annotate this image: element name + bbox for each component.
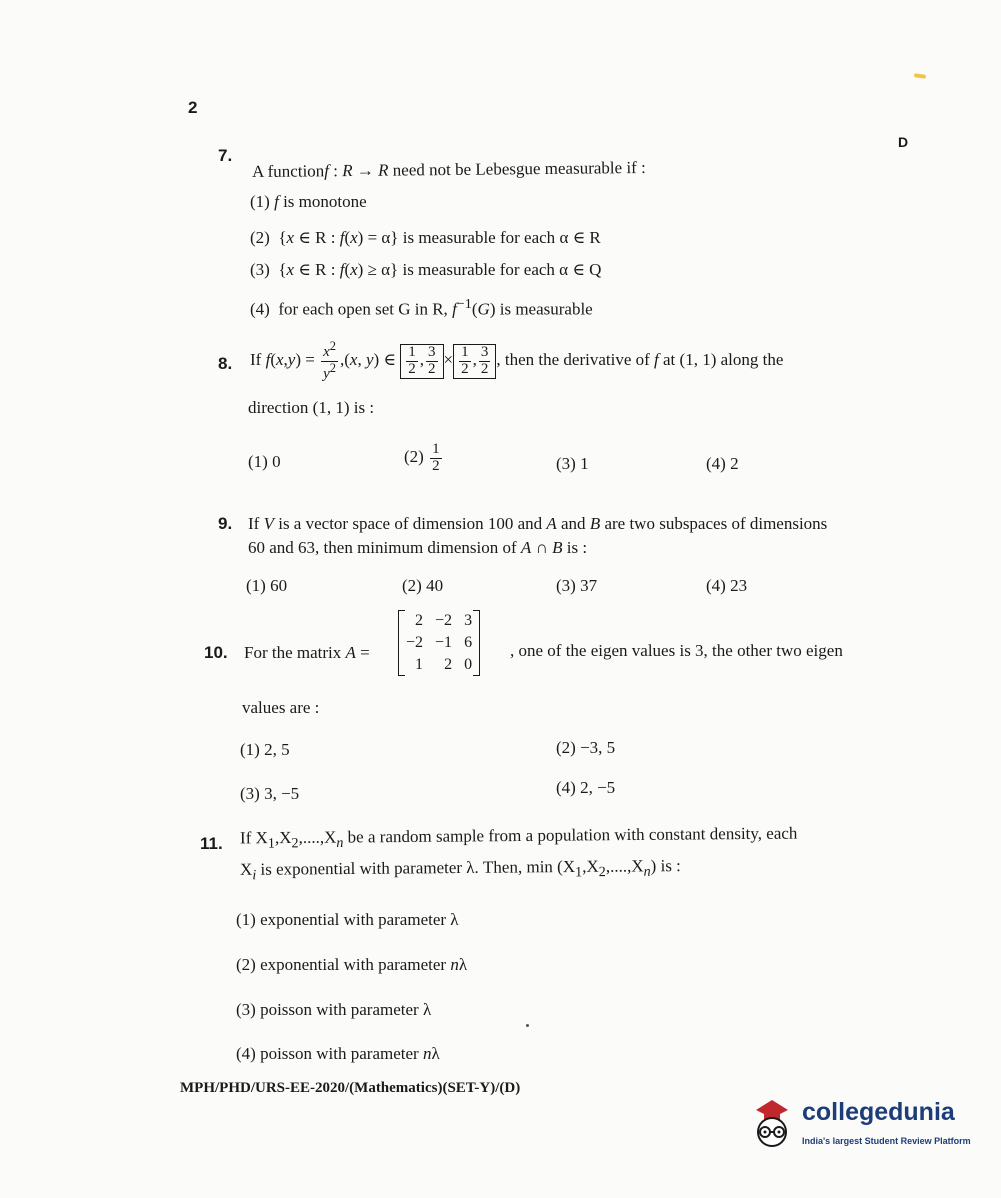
- matrix-cell: 2: [444, 656, 453, 673]
- option-3[interactable]: (3) {x ∈ R : f(x) ≥ α} is measurable for each α ∈ Q: [250, 260, 602, 279]
- matrix-cell: −1: [435, 634, 453, 651]
- matrix-cell: 3: [464, 612, 473, 629]
- collegedunia-logo[interactable]: [742, 1094, 972, 1156]
- question-stem-line2: direction (1, 1) is :: [248, 398, 375, 417]
- question-stem-line2: 60 and 63, then minimum dimension of A ∩ B is :: [248, 538, 588, 557]
- matrix-cell: −2: [435, 612, 453, 629]
- interval-bracket: $\frac{1}{2}$ , $\frac{3}{2}$: [400, 344, 443, 379]
- question-stem: If V is a vector space of dimension 100 and A and B are two subspaces of dimensions: [248, 514, 828, 533]
- question-number: 11.: [200, 834, 223, 853]
- matrix-cell: 6: [464, 634, 473, 651]
- option-1[interactable]: (1) exponential with parameter λ: [236, 910, 459, 929]
- option-1[interactable]: (1) 2, 5: [240, 740, 290, 759]
- option-2[interactable]: (2) 40: [402, 576, 444, 595]
- option-1[interactable]: (1) 0: [248, 452, 281, 471]
- option-4[interactable]: (4) poisson with parameter nλ: [236, 1044, 440, 1063]
- matrix-row: [400, 654, 478, 676]
- option-2[interactable]: (2) exponential with parameter nλ: [236, 955, 468, 974]
- set-code: D: [898, 134, 909, 150]
- question-number: 10.: [204, 643, 228, 662]
- speck: [526, 1024, 529, 1027]
- option-1[interactable]: (1) 60: [246, 576, 288, 595]
- question-stem: If $X_1,X_2,....,X_n$ be a random sample from a population with constant density, each: [239, 823, 798, 852]
- option-4[interactable]: (4) for each open set G in R, $f^{-1}(G)$ is measurable: [250, 296, 593, 319]
- option-3[interactable]: (3) 37: [556, 576, 598, 595]
- question-stem: A functionf : R → R need not be Lebesgue measurable if :: [251, 157, 646, 182]
- option-1[interactable]: (1) f is monotone: [250, 192, 367, 211]
- option-4[interactable]: (4) 2: [706, 454, 739, 473]
- option-3[interactable]: (3) 3, −5: [240, 784, 300, 803]
- matrix-cell: −2: [406, 634, 424, 651]
- question-stem-line2: values are :: [242, 698, 320, 717]
- page-number: 2: [188, 98, 198, 117]
- option-3[interactable]: (3) 1: [556, 454, 589, 473]
- paper-code-footer: MPH/PHD/URS-EE-2020/(Mathematics)(SET-Y)/(D): [180, 1080, 521, 1096]
- highlighter-mark: [914, 73, 926, 79]
- matrix-row: [400, 610, 478, 632]
- fraction: $\frac{x^2}{y^2}$: [323, 339, 336, 382]
- question-number: 7.: [218, 146, 233, 165]
- option-3[interactable]: (3) poisson with parameter λ: [236, 1000, 432, 1019]
- option-2[interactable]: (2) {x ∈ R : f(x) = α} is measurable for each α ∈ R: [250, 228, 601, 247]
- logo-wordmark: collegedunia: [802, 1098, 955, 1126]
- interval-bracket: $\frac{1}{2}$ , $\frac{3}{2}$: [453, 344, 496, 379]
- option-2[interactable]: (2) −3, 5: [556, 738, 616, 757]
- question-number: 9.: [218, 514, 233, 533]
- logo-tagline: India's largest Student Review Platform: [802, 1136, 971, 1146]
- matrix-a: [400, 610, 478, 676]
- question-number: 8.: [218, 354, 233, 373]
- question-stem-tail: , one of the eigen values is 3, the other two eigen: [510, 641, 843, 660]
- question-stem-line2: $X_i$ is exponential with parameter λ. Then, $\min (X_1,X_2,....,X_n)$ is :: [239, 856, 681, 884]
- option-2[interactable]: (2) $\frac{1}{2}$: [404, 441, 440, 474]
- question-stem-lead: For the matrix A =: [244, 643, 370, 662]
- matrix-cell: 0: [464, 656, 473, 673]
- question-stem: If f(x,y) = $\frac{x^2}{y^2}$ ,(x, y) ∈ $\frac{1}{2}$ , $\frac{3}{2}$ × $\frac{1}{2}$ , $\frac{3}{2}$ , then the derivative of f at (1, 1) along the: [250, 339, 784, 382]
- matrix-cell: 2: [415, 612, 424, 629]
- option-4[interactable]: (4) 23: [706, 576, 748, 595]
- mascot-icon: [742, 1094, 800, 1152]
- matrix-cell: 1: [415, 656, 424, 673]
- option-4[interactable]: (4) 2, −5: [556, 778, 616, 797]
- matrix-row: [400, 632, 478, 654]
